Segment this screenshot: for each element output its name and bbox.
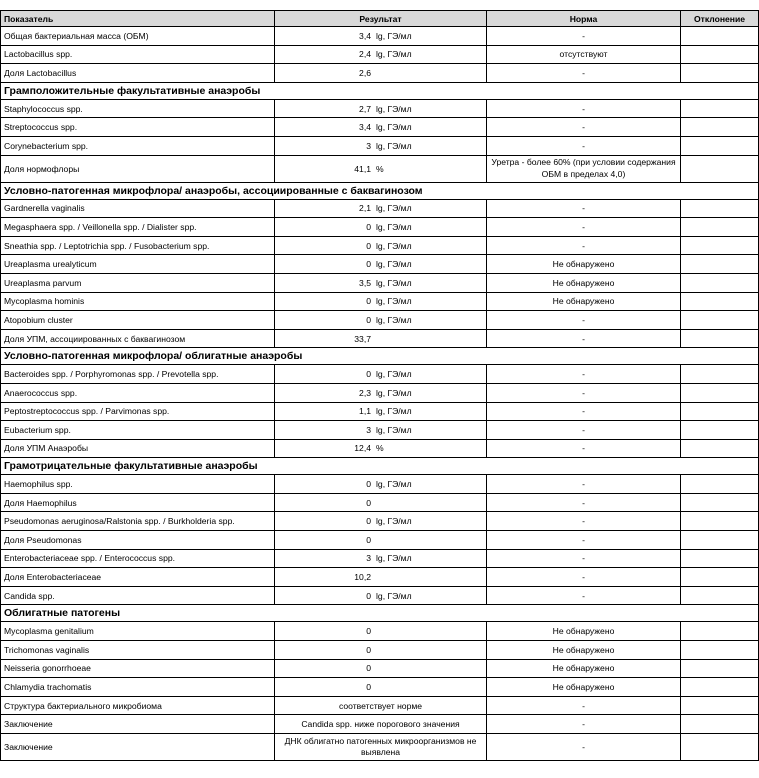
result-cell — [275, 475, 487, 494]
table-row — [1, 383, 759, 402]
indicator-cell: Anaerococcus spp. — [1, 383, 275, 402]
result-unit: lg, ГЭ/мл — [376, 314, 412, 325]
norm-cell: - — [487, 512, 681, 531]
result-unit: lg, ГЭ/мл — [376, 203, 412, 214]
section-header-row — [1, 605, 759, 622]
result-value: 0 — [366, 369, 371, 380]
norm-cell: - — [487, 696, 681, 715]
section-title: Облигатные патогены — [1, 605, 759, 622]
result-cell — [275, 155, 487, 182]
result-unit: lg, ГЭ/мл — [376, 553, 412, 564]
result-cell — [275, 383, 487, 402]
norm-cell: - — [487, 329, 681, 348]
deviation-cell — [681, 383, 759, 402]
indicator-cell: Заключение — [1, 734, 275, 761]
indicator-cell: Gardnerella vaginalis — [1, 199, 275, 218]
deviation-cell — [681, 421, 759, 440]
section-header-row — [1, 458, 759, 475]
norm-cell: - — [487, 218, 681, 237]
deviation-cell — [681, 402, 759, 421]
indicator-cell: Доля УПМ, ассоциированных с баквагинозом — [1, 329, 275, 348]
table-row — [1, 45, 759, 64]
result-cell — [275, 421, 487, 440]
result-unit: lg, ГЭ/мл — [376, 296, 412, 307]
deviation-cell — [681, 64, 759, 83]
result-value: 3 — [366, 424, 371, 435]
result-value: 0 — [366, 644, 371, 655]
table-row — [1, 236, 759, 255]
result-cell — [275, 329, 487, 348]
indicator-cell: Staphylococcus spp. — [1, 99, 275, 118]
norm-cell: - — [487, 493, 681, 512]
norm-cell: - — [487, 475, 681, 494]
result-unit: lg, ГЭ/мл — [376, 30, 412, 41]
header-indicator: Показатель — [1, 11, 275, 27]
deviation-cell — [681, 659, 759, 678]
norm-cell: - — [487, 568, 681, 587]
deviation-cell — [681, 273, 759, 292]
indicator-cell: Доля Pseudomonas — [1, 531, 275, 550]
table-row — [1, 292, 759, 311]
norm-cell: Не обнаружено — [487, 622, 681, 641]
deviation-cell — [681, 678, 759, 697]
indicator-cell: Ureaplasma parvum — [1, 273, 275, 292]
indicator-cell: Corynebacterium spp. — [1, 136, 275, 155]
deviation-cell — [681, 475, 759, 494]
result-cell — [275, 255, 487, 274]
result-value: 33,7 — [354, 333, 371, 344]
table-row — [1, 641, 759, 660]
result-unit: lg, ГЭ/мл — [376, 103, 412, 114]
norm-cell: - — [487, 531, 681, 550]
norm-cell: - — [487, 27, 681, 46]
table-row — [1, 118, 759, 137]
result-value: 0 — [366, 479, 371, 490]
result-cell — [275, 64, 487, 83]
result-cell: ДНК облигатно патогенных микроорганизмов не выявлена — [275, 734, 487, 761]
indicator-cell: Pseudomonas aeruginosa/Ralstonia spp. / Burkholderia spp. — [1, 512, 275, 531]
header-deviation: Отклонение — [681, 11, 759, 27]
deviation-cell — [681, 365, 759, 384]
table-row — [1, 99, 759, 118]
header-norm: Норма — [487, 11, 681, 27]
result-unit: lg, ГЭ/мл — [376, 369, 412, 380]
table-row — [1, 531, 759, 550]
table-row — [1, 136, 759, 155]
table-row — [1, 402, 759, 421]
table-row — [1, 273, 759, 292]
indicator-cell: Enterobacteriaceae spp. / Enterococcus spp. — [1, 549, 275, 568]
result-value: 2,1 — [359, 203, 371, 214]
table-row — [1, 255, 759, 274]
result-cell — [275, 659, 487, 678]
result-value: 0 — [366, 314, 371, 325]
indicator-cell: Peptostreptococcus spp. / Parvimonas spp. — [1, 402, 275, 421]
result-cell — [275, 45, 487, 64]
norm-cell: - — [487, 439, 681, 458]
result-cell: соответствует норме — [275, 696, 487, 715]
section-title: Грамотрицательные факультативные анаэробы — [1, 458, 759, 475]
indicator-cell: Ureaplasma urealyticum — [1, 255, 275, 274]
result-cell — [275, 236, 487, 255]
result-cell — [275, 568, 487, 587]
result-value: 0 — [366, 240, 371, 251]
table-row — [1, 155, 759, 182]
indicator-cell: Lactobacillus spp. — [1, 45, 275, 64]
norm-cell: Не обнаружено — [487, 641, 681, 660]
table-row — [1, 27, 759, 46]
table-row — [1, 329, 759, 348]
indicator-cell: Eubacterium spp. — [1, 421, 275, 440]
norm-cell: Не обнаружено — [487, 292, 681, 311]
result-unit: lg, ГЭ/мл — [376, 406, 412, 417]
table-row — [1, 734, 759, 761]
result-unit: lg, ГЭ/мл — [376, 590, 412, 601]
result-cell — [275, 311, 487, 330]
indicator-cell: Neisseria gonorrhoeae — [1, 659, 275, 678]
norm-cell: - — [487, 99, 681, 118]
deviation-cell — [681, 292, 759, 311]
table-row — [1, 439, 759, 458]
result-cell — [275, 439, 487, 458]
table-row — [1, 715, 759, 734]
indicator-cell: Mycoplasma genitalium — [1, 622, 275, 641]
result-value: 2,3 — [359, 387, 371, 398]
result-value: 3 — [366, 553, 371, 564]
deviation-cell — [681, 255, 759, 274]
norm-cell: Не обнаружено — [487, 273, 681, 292]
indicator-cell: Общая бактериальная масса (ОБМ) — [1, 27, 275, 46]
result-value: 3 — [366, 140, 371, 151]
table-row — [1, 622, 759, 641]
result-cell — [275, 678, 487, 697]
result-value: 10,2 — [354, 572, 371, 583]
result-value: 1,1 — [359, 406, 371, 417]
result-value: 2,6 — [359, 67, 371, 78]
table-row — [1, 365, 759, 384]
result-value: 0 — [366, 497, 371, 508]
indicator-cell: Atopobium cluster — [1, 311, 275, 330]
result-unit: lg, ГЭ/мл — [376, 516, 412, 527]
deviation-cell — [681, 549, 759, 568]
norm-cell: отсутствуют — [487, 45, 681, 64]
result-cell — [275, 27, 487, 46]
deviation-cell — [681, 568, 759, 587]
table-row — [1, 659, 759, 678]
result-cell — [275, 402, 487, 421]
result-unit: lg, ГЭ/мл — [376, 49, 412, 60]
section-title: Грамположительные факультативные анаэробы — [1, 82, 759, 99]
result-cell — [275, 118, 487, 137]
table-row — [1, 696, 759, 715]
indicator-cell: Megasphaera spp. / Veillonella spp. / Dialister spp. — [1, 218, 275, 237]
norm-cell: - — [487, 586, 681, 605]
indicator-cell: Доля нормофлоры — [1, 155, 275, 182]
result-value: 2,4 — [359, 49, 371, 60]
result-cell — [275, 622, 487, 641]
indicator-cell: Chlamydia trachomatis — [1, 678, 275, 697]
indicator-cell: Haemophilus spp. — [1, 475, 275, 494]
norm-cell: - — [487, 199, 681, 218]
result-cell — [275, 641, 487, 660]
indicator-cell: Trichomonas vaginalis — [1, 641, 275, 660]
result-cell — [275, 512, 487, 531]
result-unit: lg, ГЭ/мл — [376, 240, 412, 251]
indicator-cell: Streptococcus spp. — [1, 118, 275, 137]
result-value: 41,1 — [354, 163, 371, 174]
deviation-cell — [681, 439, 759, 458]
norm-cell: Уретра - более 60% (при условии содержания ОБМ в пределах 4,0) — [487, 155, 681, 182]
deviation-cell — [681, 99, 759, 118]
indicator-cell: Candida spp. — [1, 586, 275, 605]
results-table — [0, 10, 759, 761]
norm-cell: Не обнаружено — [487, 255, 681, 274]
result-unit: lg, ГЭ/мл — [376, 479, 412, 490]
deviation-cell — [681, 493, 759, 512]
section-title: Условно-патогенная микрофлора/ анаэробы, ассоциированные с баквагинозом — [1, 182, 759, 199]
result-unit: % — [376, 163, 384, 174]
result-value: 3,4 — [359, 30, 371, 41]
header-result: Результат — [275, 11, 487, 27]
result-value: 2,7 — [359, 103, 371, 114]
result-unit: lg, ГЭ/мл — [376, 387, 412, 398]
norm-cell: - — [487, 136, 681, 155]
deviation-cell — [681, 512, 759, 531]
indicator-cell: Bacteroides spp. / Porphyromonas spp. / Prevotella spp. — [1, 365, 275, 384]
deviation-cell — [681, 696, 759, 715]
table-row — [1, 218, 759, 237]
deviation-cell — [681, 236, 759, 255]
section-header-row — [1, 82, 759, 99]
indicator-cell: Заключение — [1, 715, 275, 734]
norm-cell: Не обнаружено — [487, 678, 681, 697]
deviation-cell — [681, 155, 759, 182]
norm-cell: - — [487, 118, 681, 137]
result-unit: lg, ГЭ/мл — [376, 277, 412, 288]
indicator-cell: Mycoplasma hominis — [1, 292, 275, 311]
deviation-cell — [681, 311, 759, 330]
table-row — [1, 568, 759, 587]
deviation-cell — [681, 641, 759, 660]
table-row — [1, 475, 759, 494]
result-value: 0 — [366, 590, 371, 601]
result-value: 3,5 — [359, 277, 371, 288]
result-value: 0 — [366, 534, 371, 545]
result-value: 12,4 — [354, 443, 371, 454]
norm-cell: - — [487, 64, 681, 83]
deviation-cell — [681, 622, 759, 641]
table-row — [1, 678, 759, 697]
table-row — [1, 549, 759, 568]
indicator-cell: Доля Lactobacillus — [1, 64, 275, 83]
result-cell — [275, 218, 487, 237]
result-value: 0 — [366, 296, 371, 307]
result-cell — [275, 199, 487, 218]
table-row — [1, 64, 759, 83]
result-unit: % — [376, 443, 384, 454]
result-value: 0 — [366, 682, 371, 693]
section-header-row — [1, 348, 759, 365]
result-value: 0 — [366, 663, 371, 674]
deviation-cell — [681, 45, 759, 64]
header-row — [1, 11, 759, 27]
norm-cell: - — [487, 383, 681, 402]
result-cell — [275, 365, 487, 384]
section-title: Условно-патогенная микрофлора/ облигатные анаэробы — [1, 348, 759, 365]
deviation-cell — [681, 27, 759, 46]
result-value: 0 — [366, 516, 371, 527]
result-cell — [275, 99, 487, 118]
result-cell: Candida spp. ниже порогового значения — [275, 715, 487, 734]
deviation-cell — [681, 715, 759, 734]
table-row — [1, 311, 759, 330]
norm-cell: Не обнаружено — [487, 659, 681, 678]
norm-cell: - — [487, 421, 681, 440]
table-row — [1, 421, 759, 440]
indicator-cell: Доля УПМ Анаэробы — [1, 439, 275, 458]
result-cell — [275, 292, 487, 311]
deviation-cell — [681, 586, 759, 605]
result-cell — [275, 136, 487, 155]
norm-cell: - — [487, 549, 681, 568]
result-unit: lg, ГЭ/мл — [376, 424, 412, 435]
result-value: 3,4 — [359, 122, 371, 133]
result-cell — [275, 549, 487, 568]
deviation-cell — [681, 199, 759, 218]
result-value: 0 — [366, 626, 371, 637]
norm-cell: - — [487, 715, 681, 734]
result-cell — [275, 586, 487, 605]
indicator-cell: Sneathia spp. / Leptotrichia spp. / Fusobacterium spp. — [1, 236, 275, 255]
norm-cell: - — [487, 236, 681, 255]
deviation-cell — [681, 118, 759, 137]
section-header-row — [1, 182, 759, 199]
result-cell — [275, 273, 487, 292]
result-unit: lg, ГЭ/мл — [376, 122, 412, 133]
deviation-cell — [681, 329, 759, 348]
table-row — [1, 512, 759, 531]
deviation-cell — [681, 218, 759, 237]
indicator-cell: Структура бактериального микробиома — [1, 696, 275, 715]
indicator-cell: Доля Enterobacteriaceae — [1, 568, 275, 587]
deviation-cell — [681, 136, 759, 155]
table-row — [1, 493, 759, 512]
table-row — [1, 199, 759, 218]
table-row — [1, 586, 759, 605]
result-value: 0 — [366, 259, 371, 270]
norm-cell: - — [487, 734, 681, 761]
result-unit: lg, ГЭ/мл — [376, 259, 412, 270]
norm-cell: - — [487, 311, 681, 330]
norm-cell: - — [487, 365, 681, 384]
indicator-cell: Доля Haemophilus — [1, 493, 275, 512]
norm-cell: - — [487, 402, 681, 421]
deviation-cell — [681, 734, 759, 761]
deviation-cell — [681, 531, 759, 550]
result-unit: lg, ГЭ/мл — [376, 221, 412, 232]
result-unit: lg, ГЭ/мл — [376, 140, 412, 151]
result-value: 0 — [366, 221, 371, 232]
result-cell — [275, 531, 487, 550]
result-cell — [275, 493, 487, 512]
